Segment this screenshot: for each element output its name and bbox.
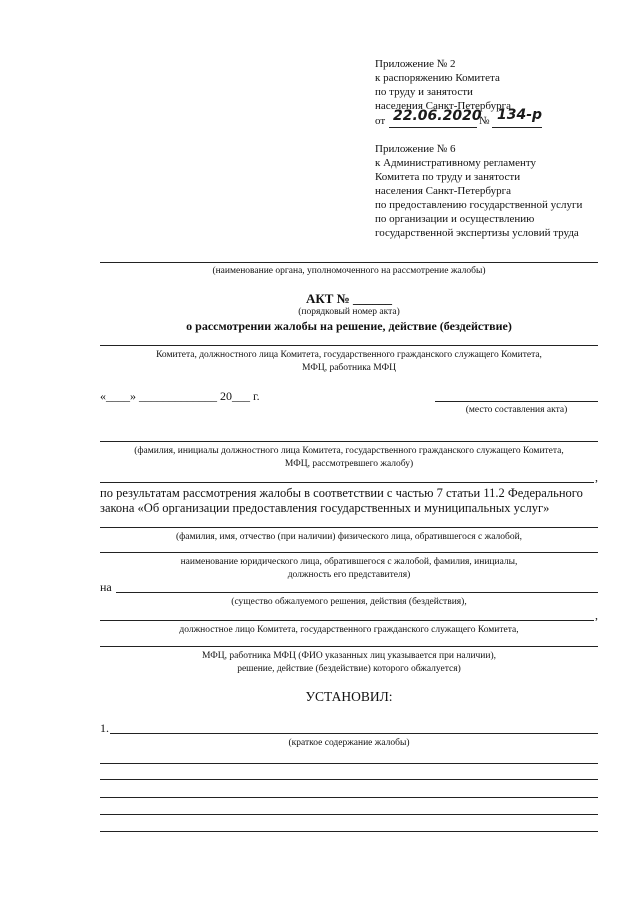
body-line-1: по результатам рассмотрения жалобы в соответствии с частью 7 статьи 11.2 Федерального — [100, 486, 583, 500]
blank-line-2 — [100, 779, 598, 780]
official-caption-line1: (фамилия, инициалы должностного лица Комитета, государственного гражданского служащего Комитета, — [134, 446, 564, 456]
summary-caption: (краткое содержание жалобы) — [288, 738, 410, 748]
established-heading: УСТАНОВИЛ: — [305, 689, 393, 704]
appendix6-line7: государственной экспертизы условий труда — [375, 227, 579, 239]
subject-field-line — [100, 345, 598, 346]
officer-caption: должностное лицо Комитета, государственного гражданского служащего Комитета, — [179, 625, 519, 635]
na-label: на — [100, 580, 112, 594]
blank-line-3 — [100, 797, 598, 798]
appendix6-title: Приложение № 6 — [375, 143, 456, 155]
appendix2-line3: по труду и занятости — [375, 86, 473, 98]
summary-field-line — [110, 733, 598, 734]
appendix2-line2: к распоряжению Комитета — [375, 72, 500, 84]
decision-field-line — [116, 592, 598, 593]
place-caption: (место составления акта) — [465, 405, 568, 415]
date-underline — [389, 127, 477, 128]
body-line-2: закона «Об организации предоставления государственных и муниципальных услуг» — [100, 501, 550, 515]
mfc-field-line — [100, 646, 598, 647]
item-1-label: 1. — [100, 721, 109, 735]
person-field-line — [100, 527, 598, 528]
act-subject: о рассмотрении жалобы на решение, действие (бездействие) — [186, 319, 512, 333]
appendix6-line6: по организации и осуществлению — [375, 213, 535, 225]
appendix2-from-prefix: от — [375, 115, 386, 127]
appendix2-line4: населения Санкт-Петербурга — [375, 100, 511, 112]
officer-field-line — [100, 620, 594, 621]
handwritten-date: 22.06.2020 — [393, 108, 482, 124]
place-field-line — [435, 401, 598, 402]
person-caption: (фамилия, имя, отчество (при наличии) физического лица, обратившегося с жалобой, — [175, 532, 523, 542]
subject-caption-line1: Комитета, должностного лица Комитета, государственного гражданского служащего Комитета, — [156, 350, 542, 360]
decision-caption: (существо обжалуемого решения, действия (бездействия), — [231, 597, 467, 607]
legal-field-line — [100, 552, 598, 553]
comma-1: , — [595, 470, 598, 484]
blank-line-4 — [100, 814, 598, 815]
appendix6-line5: по предоставлению государственной услуги — [375, 199, 583, 211]
official-caption-line2: МФЦ, рассмотревшего жалобу) — [284, 459, 414, 469]
blank-line-1 — [100, 763, 598, 764]
blank-line-5 — [100, 831, 598, 832]
legal-caption-line1: наименование юридического лица, обратившегося с жалобой, фамилия, инициалы, — [180, 557, 518, 567]
appendix2-number-sign: № — [479, 115, 490, 127]
official-continuation-line — [100, 482, 594, 483]
appendix6-line3: Комитета по труду и занятости — [375, 171, 521, 183]
mfc-caption-line1: МФЦ, работника МФЦ (ФИО указанных лиц указывается при наличии), — [201, 651, 497, 661]
official-field-line — [100, 441, 598, 442]
number-underline — [492, 127, 542, 128]
legal-caption-line2: должность его представителя) — [287, 570, 411, 580]
authority-caption: (наименование органа, уполномоченного на рассмотрение жалобы) — [212, 266, 486, 276]
subject-caption-line2: МФЦ, работника МФЦ — [302, 363, 396, 373]
appendix6-line4: населения Санкт-Петербурга — [375, 185, 511, 197]
handwritten-number: 134-р — [497, 107, 543, 123]
act-title: АКТ № ______ — [305, 291, 393, 306]
comma-2: , — [595, 608, 598, 622]
date-line: «____» _____________ 20___ г. — [100, 389, 260, 403]
mfc-caption-line2: решение, действие (бездействие) которого обжалуется) — [237, 664, 461, 674]
appendix2-title: Приложение № 2 — [375, 58, 456, 70]
authority-field-line — [100, 262, 598, 263]
appendix6-line2: к Административному регламенту — [375, 157, 537, 169]
act-number-caption: (порядковый номер акта) — [298, 307, 400, 317]
